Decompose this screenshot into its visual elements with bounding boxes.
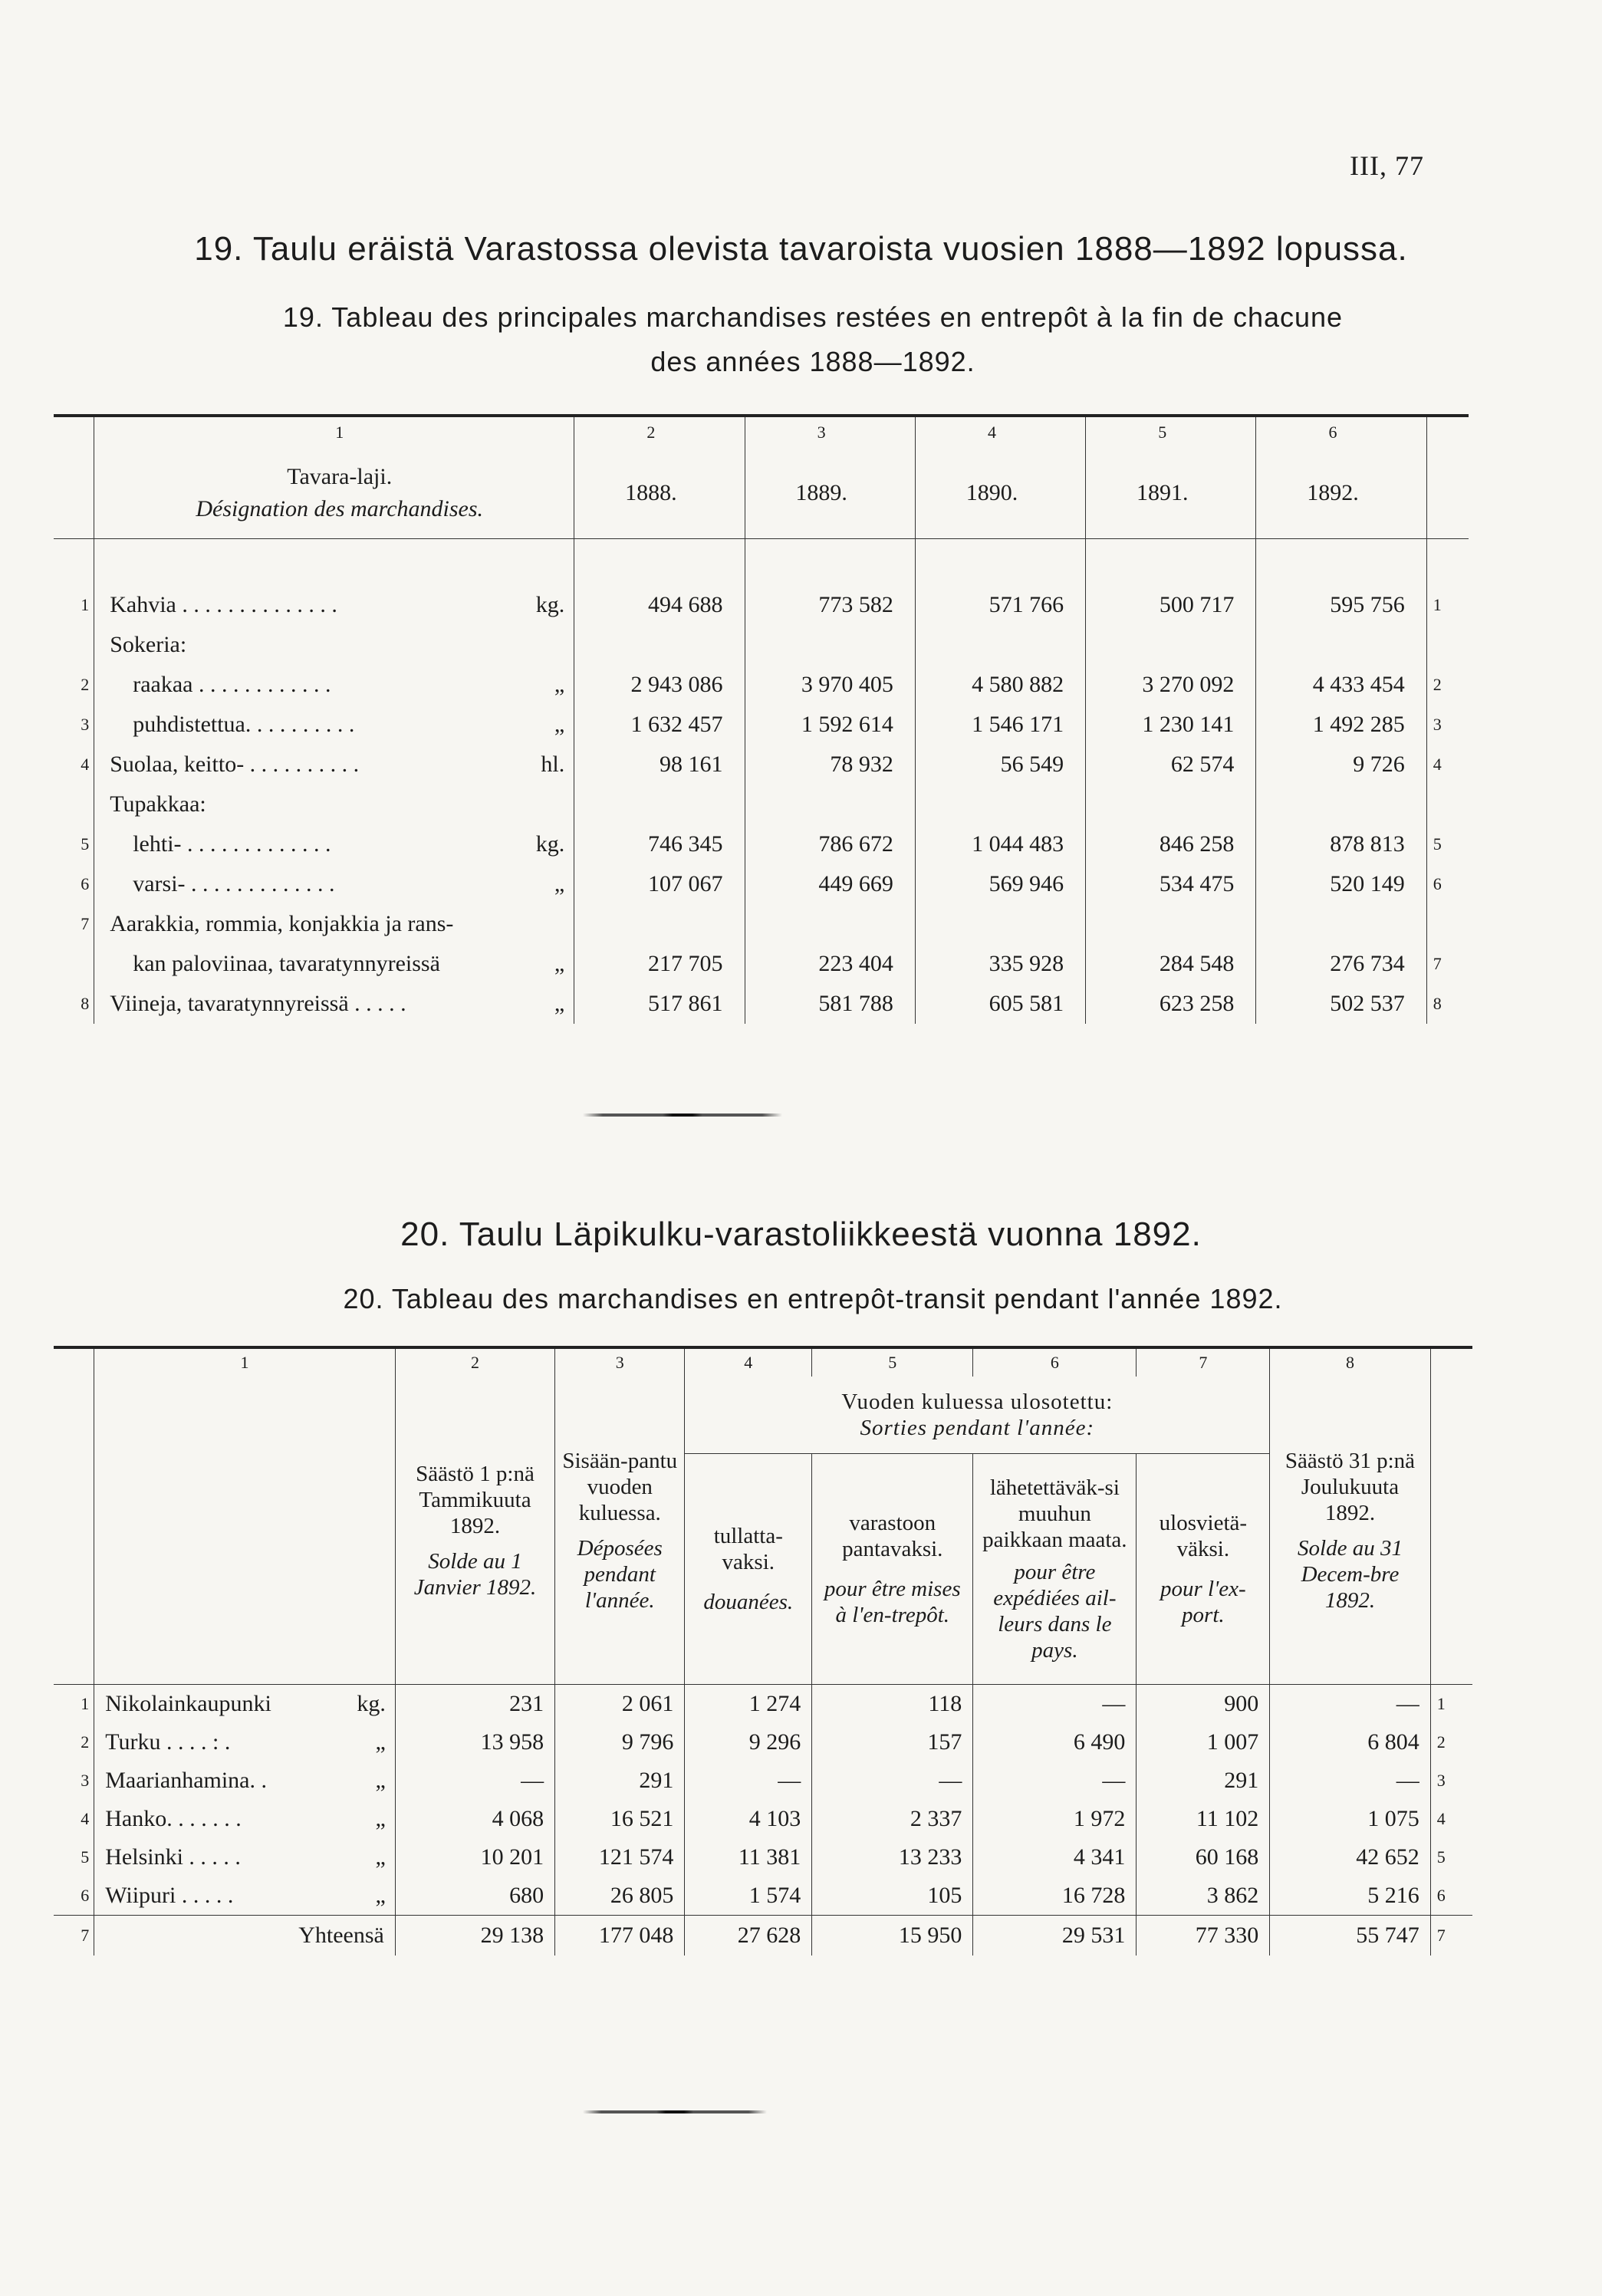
row-label-text: Kahvia . . . . . . . . . . . . . .	[110, 592, 337, 617]
row-unit: „	[554, 991, 565, 1016]
row-label	[94, 745, 574, 785]
table1-row	[54, 785, 1469, 824]
value-cell: 500 717	[1086, 585, 1256, 625]
port-name	[94, 1800, 396, 1838]
colno-3: 3	[745, 416, 915, 448]
table1-row	[54, 745, 1469, 785]
value-cell: 6 490	[973, 1723, 1137, 1761]
value-cell: 581 788	[745, 984, 915, 1024]
table2-header-top	[54, 1377, 1472, 1454]
row-number-right: 1	[1436, 1694, 1446, 1713]
value-cell	[574, 785, 745, 824]
value-cell: 449 669	[745, 864, 915, 904]
value-cell: 121 574	[555, 1838, 685, 1877]
t2-group-header	[685, 1377, 1270, 1454]
table2-title: 20. Taulu Läpikulku-varastoliikkeestä vuonna 1892.	[400, 1215, 1202, 1253]
total-value-cell: 27 628	[685, 1916, 812, 1956]
value-cell: 520 149	[1330, 871, 1405, 896]
t2-col4-fi: tullatta-vaksi.	[713, 1524, 783, 1574]
row-number: 4	[54, 1800, 94, 1838]
row-number: 3	[54, 1761, 94, 1800]
value-cell: 878 813	[1330, 831, 1405, 857]
row-number-right: 5	[1426, 824, 1469, 864]
row-number-right: 3	[1436, 1771, 1446, 1790]
row-unit: kg.	[535, 831, 565, 857]
t2-col5-fi: varastoon pantavaksi.	[842, 1511, 943, 1561]
table1-row	[54, 864, 1469, 904]
value-cell: 9 296	[685, 1723, 812, 1761]
port-unit: „	[375, 1844, 386, 1870]
row-label	[94, 984, 574, 1024]
value-cell: 773 582	[745, 585, 915, 625]
row-number	[54, 625, 94, 665]
value-cell: —	[812, 1761, 973, 1800]
row-number: 1	[54, 585, 94, 625]
table1-row	[54, 665, 1469, 705]
value-cell: 900	[1137, 1685, 1270, 1724]
value-cell: 1 007	[1137, 1723, 1270, 1761]
total-value-cell: 177 048	[555, 1916, 685, 1956]
t2-col3-fi: Sisään-pantu vuoden kuluessa.	[562, 1448, 678, 1525]
port-name-text: Wiipuri . . . . .	[105, 1883, 234, 1908]
value-cell: 9 796	[555, 1723, 685, 1761]
row-number: 5	[54, 1838, 94, 1877]
table1-row	[54, 904, 1469, 944]
value-cell: 291	[1137, 1761, 1270, 1800]
row-number	[54, 944, 94, 984]
total-value-cell: 55 747	[1270, 1916, 1430, 1956]
value-cell: 1 632 457	[574, 705, 745, 745]
row-number: 6	[54, 864, 94, 904]
value-cell: 4 580 882	[915, 665, 1085, 705]
port-unit: „	[375, 1768, 386, 1793]
t2-col8-fr: Solde au 31 Decem-bre 1892.	[1298, 1535, 1403, 1613]
row-number: 2	[54, 1723, 94, 1761]
value-cell	[1256, 625, 1426, 665]
t2-col2-fr: Solde au 1 Janvier 1892.	[413, 1548, 537, 1600]
row-number-right: 7	[1430, 1916, 1472, 1956]
value-cell: 16 728	[973, 1877, 1137, 1916]
section-divider	[583, 1113, 782, 1117]
t2-header-col2	[395, 1377, 554, 1685]
table1-row	[54, 705, 1469, 745]
total-label: Yhteensä	[94, 1916, 396, 1956]
table2-total-row	[54, 1916, 1472, 1956]
total-value-cell: 77 330	[1137, 1916, 1270, 1956]
row-label	[94, 904, 574, 944]
value-cell: 569 946	[915, 864, 1085, 904]
value-cell	[915, 625, 1085, 665]
colno-4: 4	[915, 416, 1085, 448]
value-cell: 6 804	[1270, 1723, 1430, 1761]
value-cell: 1 972	[973, 1800, 1137, 1838]
row-unit: „	[554, 871, 565, 896]
t2-col8-fi: Säästö 31 p:nä Joulukuuta 1892.	[1285, 1448, 1416, 1525]
table1-column-numbers	[54, 416, 1469, 448]
value-cell: 11 381	[685, 1838, 812, 1877]
designation-fr: Désignation des marchandises.	[196, 496, 484, 521]
value-cell: 157	[812, 1723, 973, 1761]
row-label	[94, 864, 574, 904]
t2-col3-fr: Déposées pendant l'année.	[577, 1535, 663, 1613]
value-cell: 217 705	[574, 944, 745, 984]
t2-header-col5	[812, 1454, 973, 1685]
t2-colno-3: 3	[555, 1347, 685, 1377]
row-label	[94, 585, 574, 625]
value-cell: 60 168	[1137, 1838, 1270, 1877]
t2-colno-6: 6	[973, 1347, 1137, 1377]
row-label-text: varsi- . . . . . . . . . . . . .	[133, 871, 335, 896]
value-cell: 284 548	[1086, 944, 1256, 984]
value-cell	[1256, 785, 1426, 824]
value-cell: 680	[395, 1877, 554, 1916]
value-cell: 9 726	[1353, 752, 1405, 777]
port-name	[94, 1685, 396, 1724]
value-cell: 118	[812, 1685, 973, 1724]
value-cell: 231	[395, 1685, 554, 1724]
row-unit: hl.	[541, 752, 565, 777]
colno-2: 2	[574, 416, 745, 448]
value-cell: 1 592 614	[745, 705, 915, 745]
row-number-right	[1426, 625, 1469, 665]
year-header-1888: 1888.	[574, 448, 745, 539]
row-number	[54, 785, 94, 824]
colno-5: 5	[1086, 416, 1256, 448]
year-header-1892: 1892.	[1256, 448, 1426, 539]
row-label-text: Suolaa, keitto- . . . . . . . . . .	[110, 752, 360, 777]
t2-header-col6	[973, 1454, 1137, 1685]
value-cell: 16 521	[555, 1800, 685, 1838]
t2-group-fr: Sorties pendant l'année:	[860, 1416, 1095, 1440]
port-name	[94, 1877, 396, 1916]
row-number-right: 4	[1426, 745, 1469, 785]
row-number-right: 5	[1436, 1847, 1446, 1867]
t2-col7-fi: ulosvietä-väksi.	[1159, 1511, 1248, 1561]
value-cell: 4 341	[973, 1838, 1137, 1877]
value-cell	[745, 785, 915, 824]
port-unit: kg.	[357, 1691, 386, 1716]
t2-col2-fi: Säästö 1 p:nä Tammikuuta 1892.	[416, 1461, 535, 1538]
t2-col6-fr: pour être expédiées ail-leurs dans le pays.	[993, 1560, 1117, 1663]
t2-header-col7	[1137, 1454, 1270, 1685]
colno-1: 1	[94, 416, 574, 448]
table1-subtitle-line2: des années 1888—1892.	[650, 346, 975, 377]
t2-col7-fr: pour l'ex-port.	[1160, 1577, 1246, 1627]
row-unit: „	[554, 672, 565, 697]
value-cell: 2 337	[812, 1800, 973, 1838]
table2-row	[54, 1877, 1472, 1916]
value-cell	[915, 785, 1085, 824]
table2-body	[54, 1685, 1472, 1956]
table2	[54, 1346, 1472, 1956]
port-name-text: Helsinki . . . . .	[105, 1844, 241, 1870]
value-cell: 56 549	[915, 745, 1085, 785]
value-cell: 623 258	[1086, 984, 1256, 1024]
row-label	[94, 824, 574, 864]
value-cell: 42 652	[1270, 1838, 1430, 1877]
row-number-right	[1426, 904, 1469, 944]
table1-subtitle	[153, 295, 1472, 384]
value-cell: 534 475	[1086, 864, 1256, 904]
table2-subtitle: 20. Tableau des marchandises en entrepôt-transit pendant l'année 1892.	[343, 1283, 1283, 1314]
row-label-text: kan paloviinaa, tavaratynnyreissä	[133, 951, 440, 976]
port-unit: „	[375, 1729, 386, 1755]
row-label-text: raakaa . . . . . . . . . . . .	[133, 672, 331, 697]
row-number: 8	[54, 984, 94, 1024]
value-cell: 605 581	[915, 984, 1085, 1024]
row-number: 5	[54, 824, 94, 864]
t2-name-header	[94, 1377, 396, 1685]
table1	[54, 414, 1469, 1024]
row-number-right: 2	[1426, 665, 1469, 705]
port-unit: „	[375, 1806, 386, 1831]
value-cell: 107 067	[574, 864, 745, 904]
row-number: 1	[54, 1685, 94, 1724]
port-name	[94, 1838, 396, 1877]
table1-title: 19. Taulu eräistä Varastossa olevista tavaroista vuosien 1888—1892 lopussa.	[194, 230, 1408, 268]
value-cell: 62 574	[1086, 745, 1256, 785]
total-value-cell: 15 950	[812, 1916, 973, 1956]
value-cell: —	[685, 1761, 812, 1800]
page-number: III, 77	[1350, 150, 1424, 181]
row-label-text: Aarakkia, rommia, konjakkia ja rans-	[110, 911, 454, 936]
value-cell: 4 433 454	[1312, 672, 1405, 697]
value-cell: 1 044 483	[915, 824, 1085, 864]
t2-colno-7: 7	[1137, 1347, 1270, 1377]
table2-row	[54, 1723, 1472, 1761]
t2-header-col8	[1270, 1377, 1430, 1685]
value-cell: 78 932	[745, 745, 915, 785]
row-number-right: 4	[1436, 1809, 1446, 1828]
row-number-right	[1426, 785, 1469, 824]
t2-header-col3	[555, 1377, 685, 1685]
value-cell: 10 201	[395, 1838, 554, 1877]
value-cell	[574, 904, 745, 944]
value-cell: 3 970 405	[745, 665, 915, 705]
table2-row	[54, 1838, 1472, 1877]
total-value-cell: 29 138	[395, 1916, 554, 1956]
table1-row	[54, 824, 1469, 864]
row-label	[94, 944, 574, 984]
value-cell: 3 270 092	[1086, 665, 1256, 705]
value-cell: 26 805	[555, 1877, 685, 1916]
value-cell	[1086, 625, 1256, 665]
value-cell: 1 492 285	[1312, 712, 1405, 737]
row-label	[94, 785, 574, 824]
value-cell: 1 546 171	[915, 705, 1085, 745]
value-cell: 276 734	[1330, 951, 1405, 976]
value-cell: —	[395, 1761, 554, 1800]
port-name-text: Turku . . . . : .	[105, 1729, 231, 1755]
row-unit: „	[554, 712, 565, 737]
t2-group-fi: Vuoden kuluessa ulosotettu:	[841, 1390, 1114, 1414]
port-unit: „	[375, 1883, 386, 1908]
value-cell: 595 756	[1330, 592, 1405, 617]
t2-col4-fr: douanées.	[703, 1590, 794, 1614]
value-cell: 571 766	[915, 585, 1085, 625]
row-number: 7	[54, 1916, 94, 1956]
row-number-right: 6	[1426, 864, 1469, 904]
table1-header-row	[54, 448, 1469, 539]
port-name-text: Maarianhamina. .	[105, 1768, 267, 1793]
value-cell: 1 230 141	[1086, 705, 1256, 745]
t2-col6-fi: lähetettäväk-si muuhun paikkaan maata.	[982, 1475, 1127, 1552]
value-cell: —	[973, 1761, 1137, 1800]
row-number-right: 7	[1426, 944, 1469, 984]
row-number-right: 3	[1426, 705, 1469, 745]
table2-column-numbers	[54, 1347, 1472, 1377]
row-unit: „	[554, 951, 565, 976]
value-cell	[574, 625, 745, 665]
end-divider	[583, 2110, 767, 2113]
value-cell	[1256, 904, 1426, 944]
value-cell: 5 216	[1270, 1877, 1430, 1916]
value-cell: 13 233	[812, 1838, 973, 1877]
value-cell: 335 928	[915, 944, 1085, 984]
value-cell	[745, 904, 915, 944]
row-label-text: lehti- . . . . . . . . . . . . .	[133, 831, 331, 857]
table1-body	[54, 585, 1469, 1024]
value-cell	[1086, 785, 1256, 824]
value-cell: —	[1270, 1761, 1430, 1800]
row-label-text: Tupakkaa:	[110, 791, 206, 817]
total-value-cell: 29 531	[973, 1916, 1137, 1956]
table2-row	[54, 1761, 1472, 1800]
year-header-1891: 1891.	[1086, 448, 1256, 539]
value-cell: 11 102	[1137, 1800, 1270, 1838]
table1-subtitle-line1: 19. Tableau des principales marchandises restées en entrepôt à la fin de chacune	[282, 301, 1344, 333]
table2-row	[54, 1685, 1472, 1724]
designation-header	[94, 448, 574, 539]
year-header-1890: 1890.	[915, 448, 1085, 539]
value-cell: 786 672	[745, 824, 915, 864]
row-label	[94, 665, 574, 705]
value-cell: —	[1270, 1685, 1430, 1724]
designation-fi: Tavara-laji.	[287, 464, 393, 489]
table1-row	[54, 585, 1469, 625]
row-number-right: 8	[1426, 984, 1469, 1024]
value-cell: 1 075	[1270, 1800, 1430, 1838]
row-number-right: 2	[1436, 1732, 1446, 1752]
year-header-1889: 1889.	[745, 448, 915, 539]
table1-row	[54, 625, 1469, 665]
value-cell: 494 688	[574, 585, 745, 625]
row-label-text: puhdistettua. . . . . . . . . .	[133, 712, 355, 737]
t2-colno-5: 5	[812, 1347, 973, 1377]
row-number-right: 6	[1436, 1886, 1446, 1905]
value-cell: 1 274	[685, 1685, 812, 1724]
port-name	[94, 1723, 396, 1761]
value-cell: 3 862	[1137, 1877, 1270, 1916]
table1-row	[54, 944, 1469, 984]
row-label-text: Sokeria:	[110, 632, 187, 657]
t2-col5-fr: pour être mises à l'en-trepôt.	[824, 1577, 961, 1627]
value-cell: 846 258	[1086, 824, 1256, 864]
row-number: 2	[54, 665, 94, 705]
value-cell: 2 943 086	[574, 665, 745, 705]
value-cell	[915, 904, 1085, 944]
value-cell	[745, 625, 915, 665]
value-cell: —	[973, 1685, 1137, 1724]
port-name-text: Nikolainkaupunki	[105, 1691, 271, 1716]
row-number-right: 1	[1426, 585, 1469, 625]
value-cell	[1086, 904, 1256, 944]
value-cell: 223 404	[745, 944, 915, 984]
value-cell: 98 161	[574, 745, 745, 785]
value-cell: 517 861	[574, 984, 745, 1024]
t2-header-col4	[685, 1454, 812, 1685]
row-number: 7	[54, 904, 94, 944]
row-number: 4	[54, 745, 94, 785]
table2-row	[54, 1800, 1472, 1838]
value-cell: 4 068	[395, 1800, 554, 1838]
port-name-text: Hanko. . . . . . .	[105, 1806, 242, 1831]
row-label	[94, 705, 574, 745]
value-cell: 291	[555, 1761, 685, 1800]
t2-colno-8: 8	[1270, 1347, 1430, 1377]
row-label-text: Viineja, tavaratynnyreissä . . . . .	[110, 991, 406, 1016]
value-cell: 502 537	[1330, 991, 1405, 1016]
row-unit: kg.	[535, 592, 565, 617]
value-cell: 1 574	[685, 1877, 812, 1916]
table1-row	[54, 984, 1469, 1024]
t2-colno-2: 2	[395, 1347, 554, 1377]
row-label	[94, 625, 574, 665]
value-cell: 105	[812, 1877, 973, 1916]
t2-colno-4: 4	[685, 1347, 812, 1377]
t2-colno-1: 1	[94, 1347, 396, 1377]
value-cell: 2 061	[555, 1685, 685, 1724]
value-cell: 13 958	[395, 1723, 554, 1761]
colno-6: 6	[1328, 423, 1337, 442]
row-number: 3	[54, 705, 94, 745]
port-name	[94, 1761, 396, 1800]
value-cell: 746 345	[574, 824, 745, 864]
row-number: 6	[54, 1877, 94, 1916]
value-cell: 4 103	[685, 1800, 812, 1838]
